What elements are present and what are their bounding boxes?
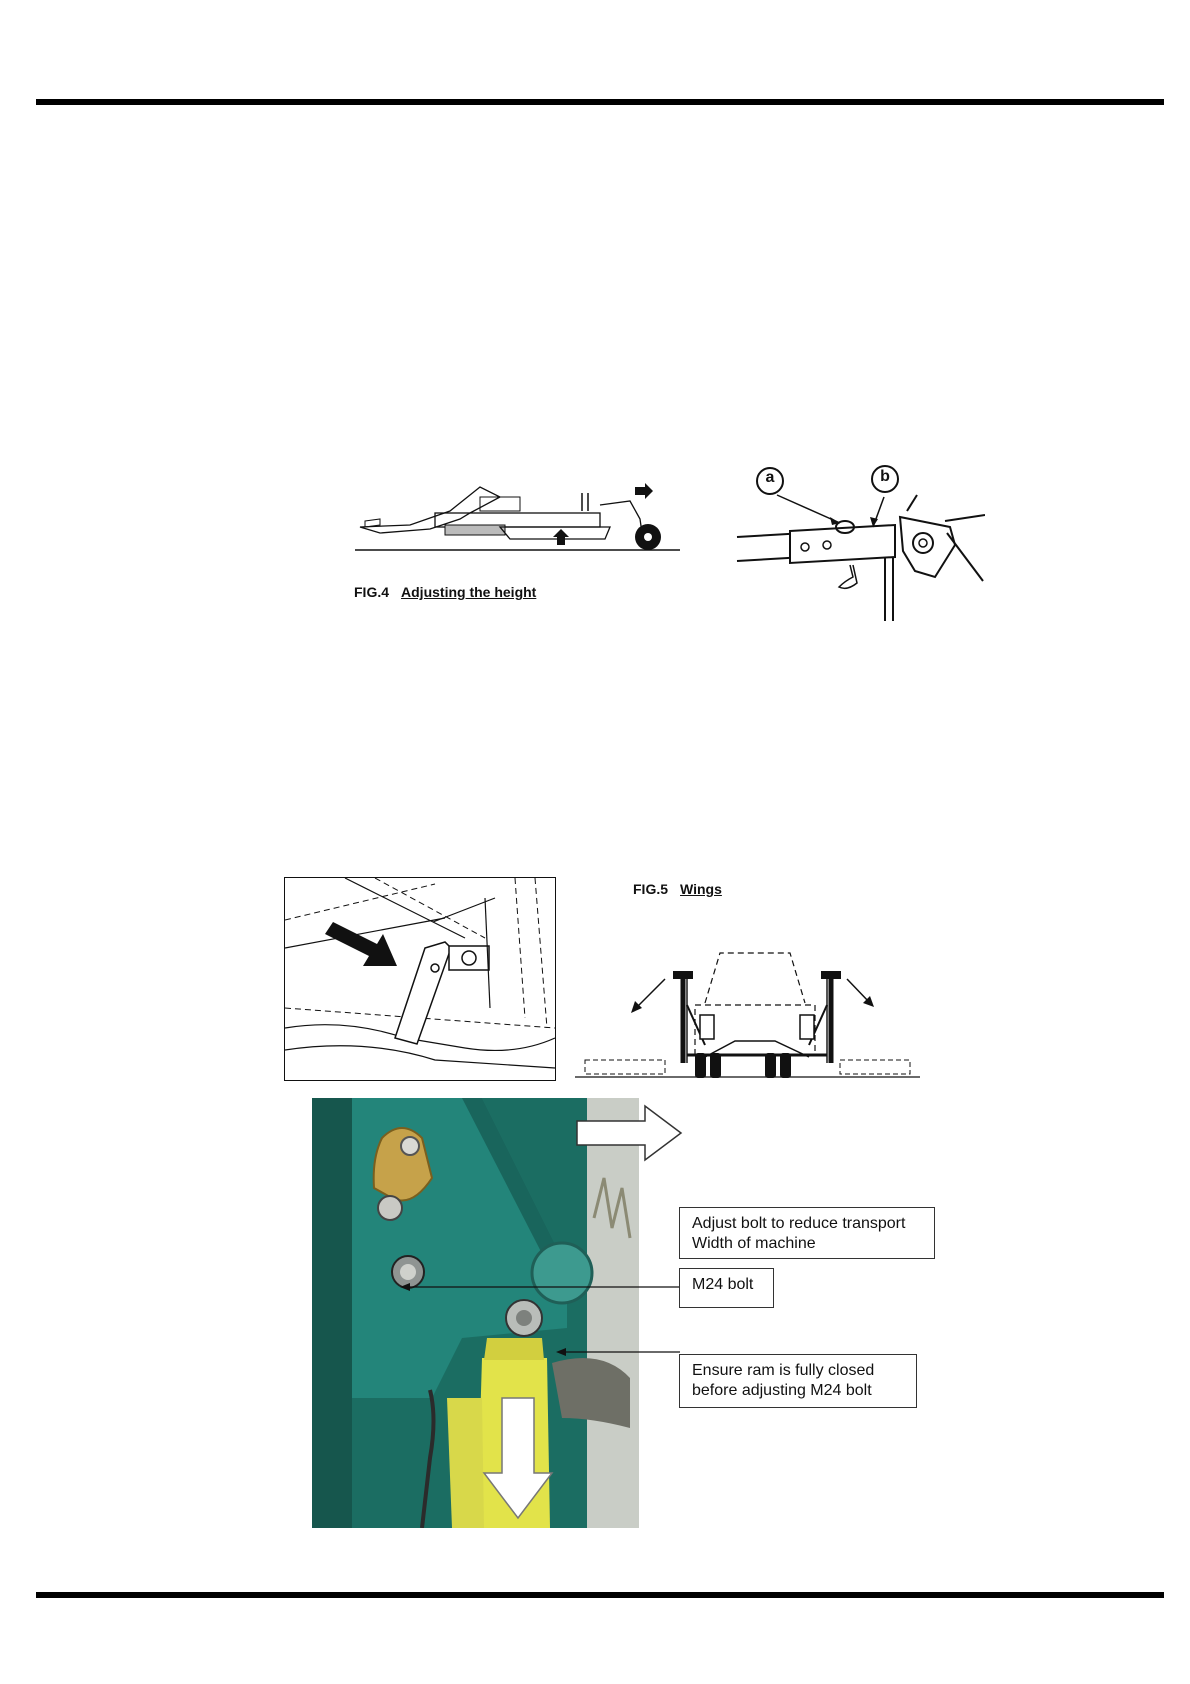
bottom-rule — [36, 1592, 1164, 1598]
fig4-caption — [354, 584, 536, 600]
fig4-number: FIG.4 — [354, 584, 390, 600]
fig5-title: Wings — [680, 881, 722, 897]
fig4-side-view-drawing — [350, 475, 685, 555]
callout-m24-bolt — [679, 1268, 774, 1308]
fig5-pin-detail-drawing — [284, 877, 556, 1081]
detail-label-a: a — [765, 469, 775, 486]
right-arrow-icon — [575, 1103, 685, 1163]
detail-label-b: b — [880, 468, 890, 485]
fig5-number: FIG.5 — [633, 881, 669, 897]
callout-ensure-ram-closed — [679, 1354, 917, 1408]
callout-adjust-bolt-line2: Width of machine — [692, 1235, 816, 1252]
fig5-front-view-drawing — [575, 945, 920, 1080]
callout-ram-line2: before adjusting M24 bolt — [692, 1382, 872, 1399]
top-rule — [36, 99, 1164, 105]
callout-m24-bolt-text: M24 bolt — [692, 1276, 754, 1293]
fig4-detail-drawing — [735, 465, 985, 625]
fig5-caption — [633, 881, 722, 897]
callout-adjust-bolt-line1: Adjust bolt to reduce transport — [692, 1215, 906, 1232]
callout-ram-line1: Ensure ram is fully closed — [692, 1362, 875, 1379]
callout-leader-lines — [380, 1240, 680, 1380]
fig4-title: Adjusting the height — [401, 584, 537, 600]
callout-adjust-bolt — [679, 1207, 935, 1259]
